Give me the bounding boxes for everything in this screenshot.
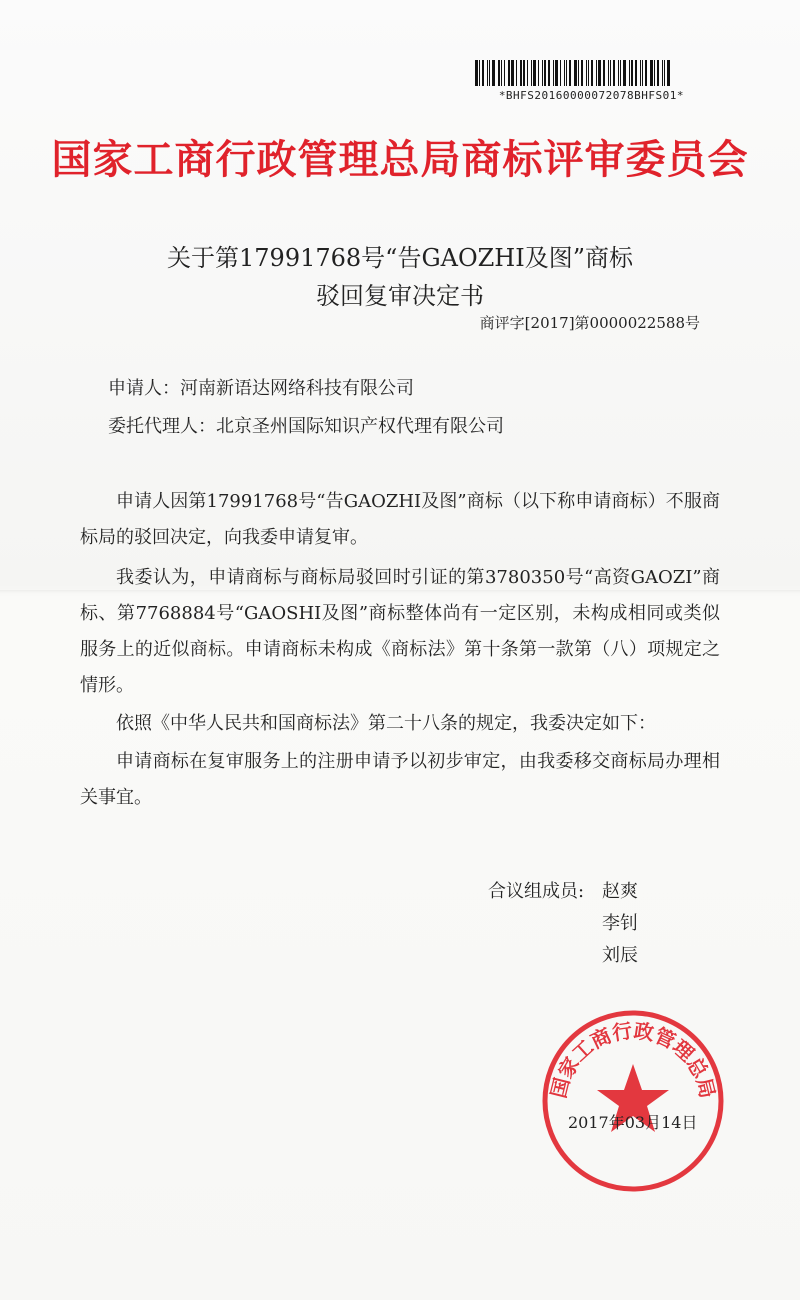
applicant-field: 申请人：河南新语达网络科技有限公司 [108, 378, 414, 399]
barcode-bar [475, 60, 478, 86]
barcode-bar [618, 60, 619, 86]
panel-row [488, 938, 638, 970]
barcode-bar [578, 60, 579, 86]
barcode-bar [542, 60, 543, 86]
barcode-bar [598, 60, 601, 86]
barcode-bar [538, 60, 539, 86]
body-paragraph-3 [80, 706, 720, 742]
barcode-bar [610, 60, 611, 86]
barcode-bar [516, 60, 517, 86]
barcode-bar [645, 60, 647, 86]
body-paragraph-4 [80, 744, 720, 816]
barcode-bar [523, 60, 525, 86]
decision-date: 2017年03月14日 [568, 1113, 698, 1132]
body-paragraph-1 [80, 484, 720, 556]
barcode-bar [642, 60, 643, 86]
document-title-line1: 关于第17991768号“告GAOZHI及图”商标 [167, 244, 633, 272]
barcode-bar [498, 60, 500, 86]
panel-member: 赵爽 [602, 881, 638, 902]
barcode-bar [569, 60, 571, 86]
barcode-block [475, 60, 690, 104]
barcode-bar [574, 60, 577, 86]
barcode-bar [482, 60, 484, 86]
paragraph-text: 申请商标在复审服务上的注册申请予以初步审定，由我委移交商标局办理相关事宜。 [80, 751, 720, 808]
panel-member: 刘辰 [602, 945, 638, 966]
barcode-bar [533, 60, 536, 86]
barcode-bar [564, 60, 565, 86]
document-number: 商评字[2017]第0000022588号 [479, 314, 700, 332]
barcode-bar [591, 60, 593, 86]
barcode-bar [487, 60, 488, 86]
barcode-bar [654, 60, 655, 86]
svg-text:国家工商行政管理总局: 国家工商行政管理总局 [546, 1018, 720, 1101]
panel-member: 李钊 [602, 913, 638, 934]
barcode-bar [555, 60, 558, 86]
paragraph-text: 我委认为，申请商标与商标局驳回时引证的第3780350号“高资GAOZI”商标、第7768884号“GAOSHI及图”商标整体尚有一定区别，未构成相同或类似服务上的近似商标。申请商标未构成《商标法》第十条第一款第（八）项规定之情形。 [80, 567, 720, 696]
barcode-bar [608, 60, 609, 86]
barcode-bar [489, 60, 490, 86]
barcode-bar [553, 60, 554, 86]
barcode-bar [548, 60, 550, 86]
barcode-bar [620, 60, 621, 86]
barcode-bar [560, 60, 561, 86]
barcode-bar [504, 60, 505, 86]
barcode-bar [667, 60, 670, 86]
panel-label: 合议组成员: [488, 881, 585, 902]
barcode-bar [662, 60, 663, 86]
barcode-icon [475, 60, 690, 86]
barcode-bar [650, 60, 653, 86]
barcode-bar [613, 60, 615, 86]
barcode-bar [603, 60, 605, 86]
barcode-bar [588, 60, 589, 86]
document-title-line2: 驳回复审决定书 [316, 282, 484, 310]
paragraph-text: 申请人因第17991768号“告GAOZHI及图”商标（以下称申请商标）不服商标局的驳回决定，向我委申请复审。 [80, 491, 720, 548]
barcode-bar [508, 60, 510, 86]
barcode-bar [664, 60, 665, 86]
barcode-bar [520, 60, 522, 86]
barcode-bar [596, 60, 597, 86]
official-seal-icon [538, 1006, 728, 1196]
barcode-bar [635, 60, 637, 86]
agent-field: 委托代理人：北京圣州国际知识产权代理有限公司 [108, 416, 504, 437]
body-paragraph-2 [80, 560, 720, 704]
barcode-bar [501, 60, 502, 86]
barcode-bar [629, 60, 630, 86]
panel-row [488, 874, 638, 906]
barcode-bar [479, 60, 480, 86]
barcode-bar [566, 60, 567, 86]
barcode-bar [657, 60, 659, 86]
paragraph-text: 依照《中华人民共和国商标法》第二十八条的规定，我委决定如下： [116, 713, 656, 734]
barcode-bar [492, 60, 495, 86]
barcode-bar [623, 60, 626, 86]
panel-members [488, 874, 638, 970]
barcode-bar [511, 60, 514, 86]
barcode-bar [631, 60, 633, 86]
barcode-bar [640, 60, 641, 86]
barcode-bar [581, 60, 583, 86]
panel-row [488, 906, 638, 938]
barcode-text: *BHFS20160000072078BHFS01* [498, 89, 684, 102]
barcode-bar [586, 60, 587, 86]
barcode-bar [531, 60, 532, 86]
barcode-bar [544, 60, 546, 86]
organization-title: 国家工商行政管理总局商标评审委员会 [51, 136, 749, 183]
barcode-bar [527, 60, 528, 86]
